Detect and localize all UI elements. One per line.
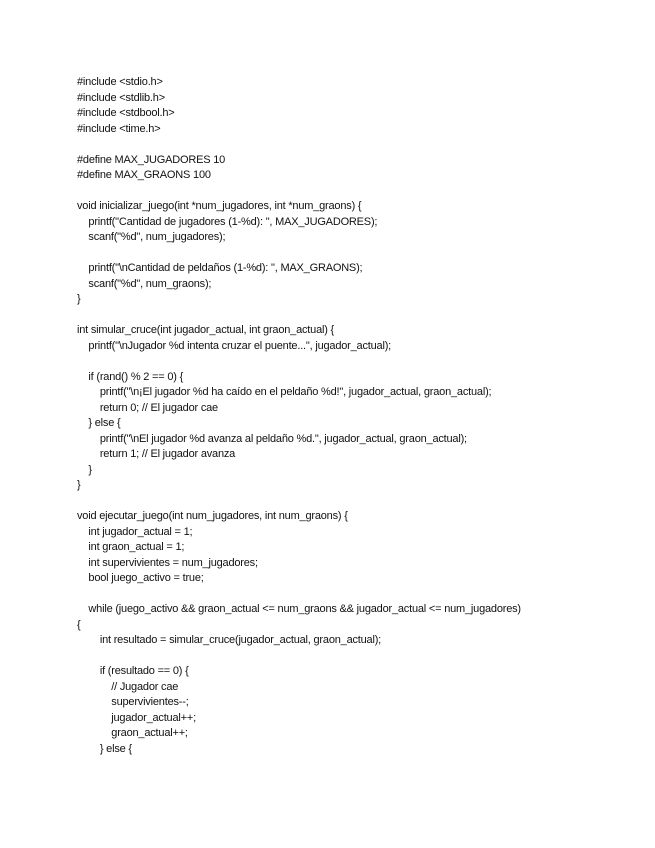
code-line: int resultado = simular_cruce(jugador_actual, graon_actual); bbox=[77, 634, 382, 646]
code-line: int supervivientes = num_jugadores; bbox=[77, 556, 258, 569]
code-line: } else { bbox=[77, 417, 121, 429]
code-line bbox=[77, 354, 637, 370]
code-line: printf("Cantidad de jugadores (1-%d): ", MAX_JUGADORES); bbox=[77, 215, 378, 228]
code-line: #include <stdlib.h> bbox=[77, 91, 165, 104]
code-line: scanf("%d", num_graons); bbox=[77, 277, 212, 290]
code-line: } bbox=[77, 479, 81, 491]
code-line: } bbox=[77, 463, 92, 476]
code-line: graon_actual++; bbox=[77, 727, 188, 739]
code-line: { bbox=[77, 618, 81, 631]
code-line: printf("\nJugador %d intenta cruzar el puente...", jugador_actual); bbox=[77, 339, 392, 352]
code-line bbox=[77, 494, 637, 510]
code-line: #include <time.h> bbox=[77, 122, 161, 135]
code-line: #define MAX_JUGADORES 10 bbox=[77, 153, 226, 166]
code-line: return 0; // El jugador cae bbox=[77, 401, 218, 414]
code-line: } bbox=[77, 293, 81, 305]
code-line: void inicializar_juego(int *num_jugadores, int *num_graons) { bbox=[77, 200, 362, 212]
code-line: return 1; // El jugador avanza bbox=[77, 448, 236, 460]
code-line bbox=[77, 308, 637, 324]
code-line: } else { bbox=[77, 742, 132, 755]
code-line: int graon_actual = 1; bbox=[77, 541, 185, 553]
code-line: printf("\n¡El jugador %d ha caído en el peldaño %d!", jugador_actual, graon_actual); bbox=[77, 386, 492, 398]
code-line: bool juego_activo = true; bbox=[77, 572, 204, 584]
code-line: #include <stdio.h> bbox=[77, 76, 163, 88]
code-line: jugador_actual++; bbox=[77, 711, 196, 724]
code-line: supervivientes--; bbox=[77, 696, 189, 708]
code-line bbox=[77, 587, 637, 603]
code-line: if (rand() % 2 == 0) { bbox=[77, 370, 184, 383]
code-line bbox=[77, 184, 637, 200]
code-line: // Jugador cae bbox=[77, 680, 179, 693]
code-line: int jugador_actual = 1; bbox=[77, 525, 193, 538]
code-line: void ejecutar_juego(int num_jugadores, int num_graons) { bbox=[77, 510, 348, 522]
code-line: int simular_cruce(int jugador_actual, int graon_actual) { bbox=[77, 324, 335, 336]
code-line: printf("\nEl jugador %d avanza al peldaño %d.", jugador_actual, graon_actual); bbox=[77, 432, 467, 445]
code-line: #include <stdbool.h> bbox=[77, 107, 175, 119]
code-line: printf("\nCantidad de peldaños (1-%d): ", MAX_GRAONS); bbox=[77, 262, 363, 274]
code-line: #define MAX_GRAONS 100 bbox=[77, 169, 211, 181]
code-line: scanf("%d", num_jugadores); bbox=[77, 231, 226, 243]
code-line: if (resultado == 0) { bbox=[77, 665, 189, 677]
code-line bbox=[77, 649, 637, 665]
code-line bbox=[77, 137, 637, 153]
code-line bbox=[77, 246, 637, 262]
code-line: while (juego_activo && graon_actual <= num_graons && jugador_actual <= num_jugadores) bbox=[77, 603, 521, 615]
code-block bbox=[77, 75, 637, 757]
